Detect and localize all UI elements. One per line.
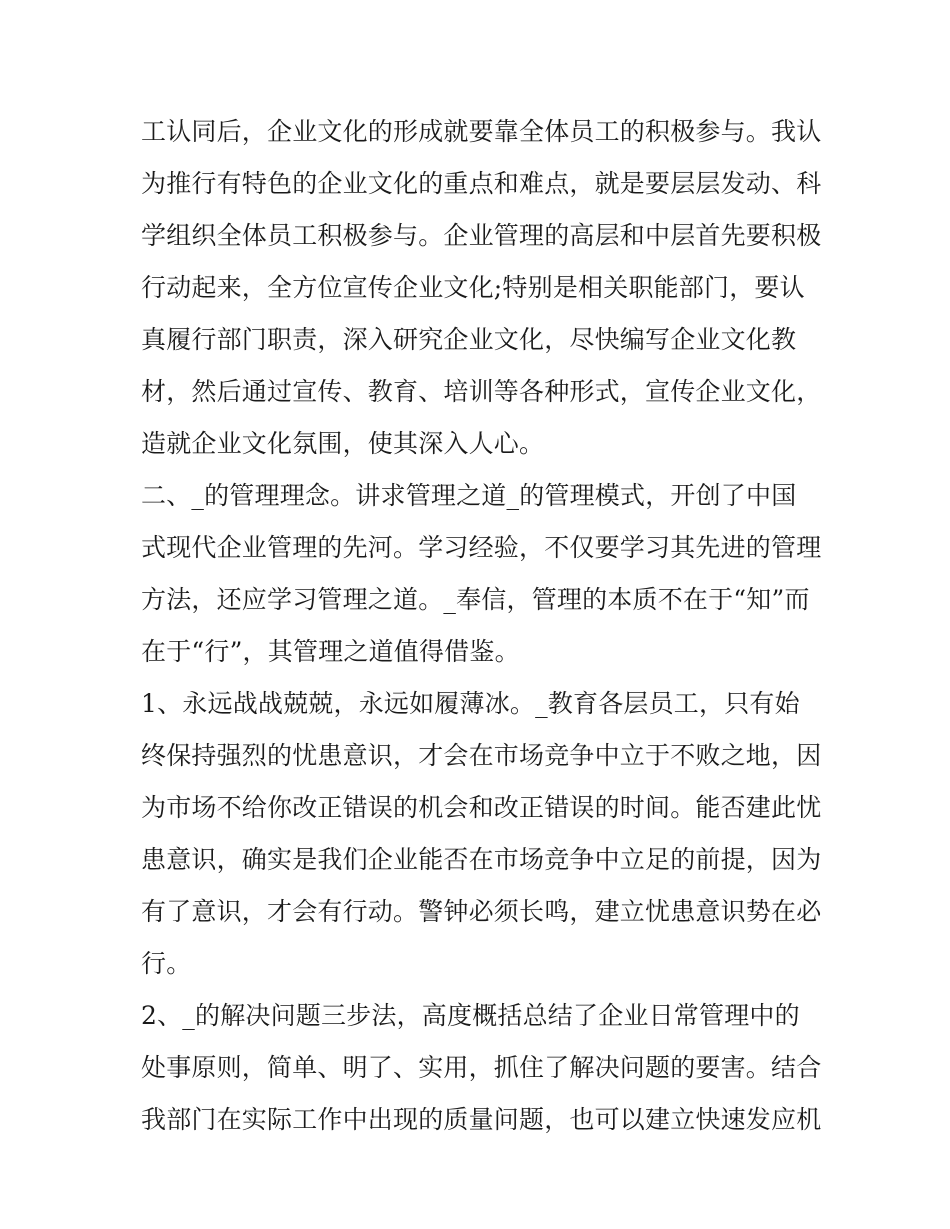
text-line: 有了意识，才会有行动。警钟必须长鸣，建立忧患意识势在必 — [141, 897, 822, 926]
text-line: 处事原则，简单、明了、实用，抓住了解决问题的要害。结合 — [141, 1053, 822, 1082]
text-line: 在于“行”，其管理之道值得借鉴。 — [141, 637, 520, 666]
text-line: 2、_的解决问题三步法，高度概括总结了企业日常管理中的 — [141, 1001, 800, 1030]
text-line: 患意识，确实是我们企业能否在市场竞争中立足的前提，因为 — [141, 845, 822, 874]
text-line: 二、_的管理理念。讲求管理之道_的管理模式，开创了中国 — [141, 481, 797, 510]
text-line: 行。 — [141, 949, 192, 978]
text-line: 方法，还应学习管理之道。_奉信，管理的本质不在于“知”而 — [141, 585, 810, 614]
text-line: 为市场不给你改正错误的机会和改正错误的时间。能否建此忧 — [141, 793, 822, 822]
text-line: 为推行有特色的企业文化的重点和难点，就是要层层发动、科 — [141, 169, 822, 198]
text-line: 式现代企业管理的先河。学习经验，不仅要学习其先进的管理 — [141, 533, 822, 562]
text-line: 材，然后通过宣传、教育、培训等各种形式，宣传企业文化， — [141, 377, 822, 406]
text-line: 1、永远战战兢兢，永远如履薄冰。_教育各层员工，只有始 — [141, 689, 800, 718]
text-line: 终保持强烈的忧患意识，才会在市场竞争中立于不败之地，因 — [141, 741, 822, 770]
text-line: 我部门在实际工作中出现的质量问题，也可以建立快速发应机 — [141, 1105, 822, 1134]
text-line: 真履行部门职责，深入研究企业文化，尽快编写企业文化教 — [141, 325, 797, 354]
text-line: 学组织全体员工积极参与。企业管理的高层和中层首先要积极 — [141, 221, 822, 250]
text-line: 造就企业文化氛围，使其深入人心。 — [141, 429, 545, 458]
text-line: 行动起来，全方位宣传企业文化;特别是相关职能部门，要认 — [141, 273, 805, 302]
text-line: 工认同后，企业文化的形成就要靠全体员工的积极参与。我认 — [141, 117, 822, 146]
document-body — [141, 106, 821, 1146]
